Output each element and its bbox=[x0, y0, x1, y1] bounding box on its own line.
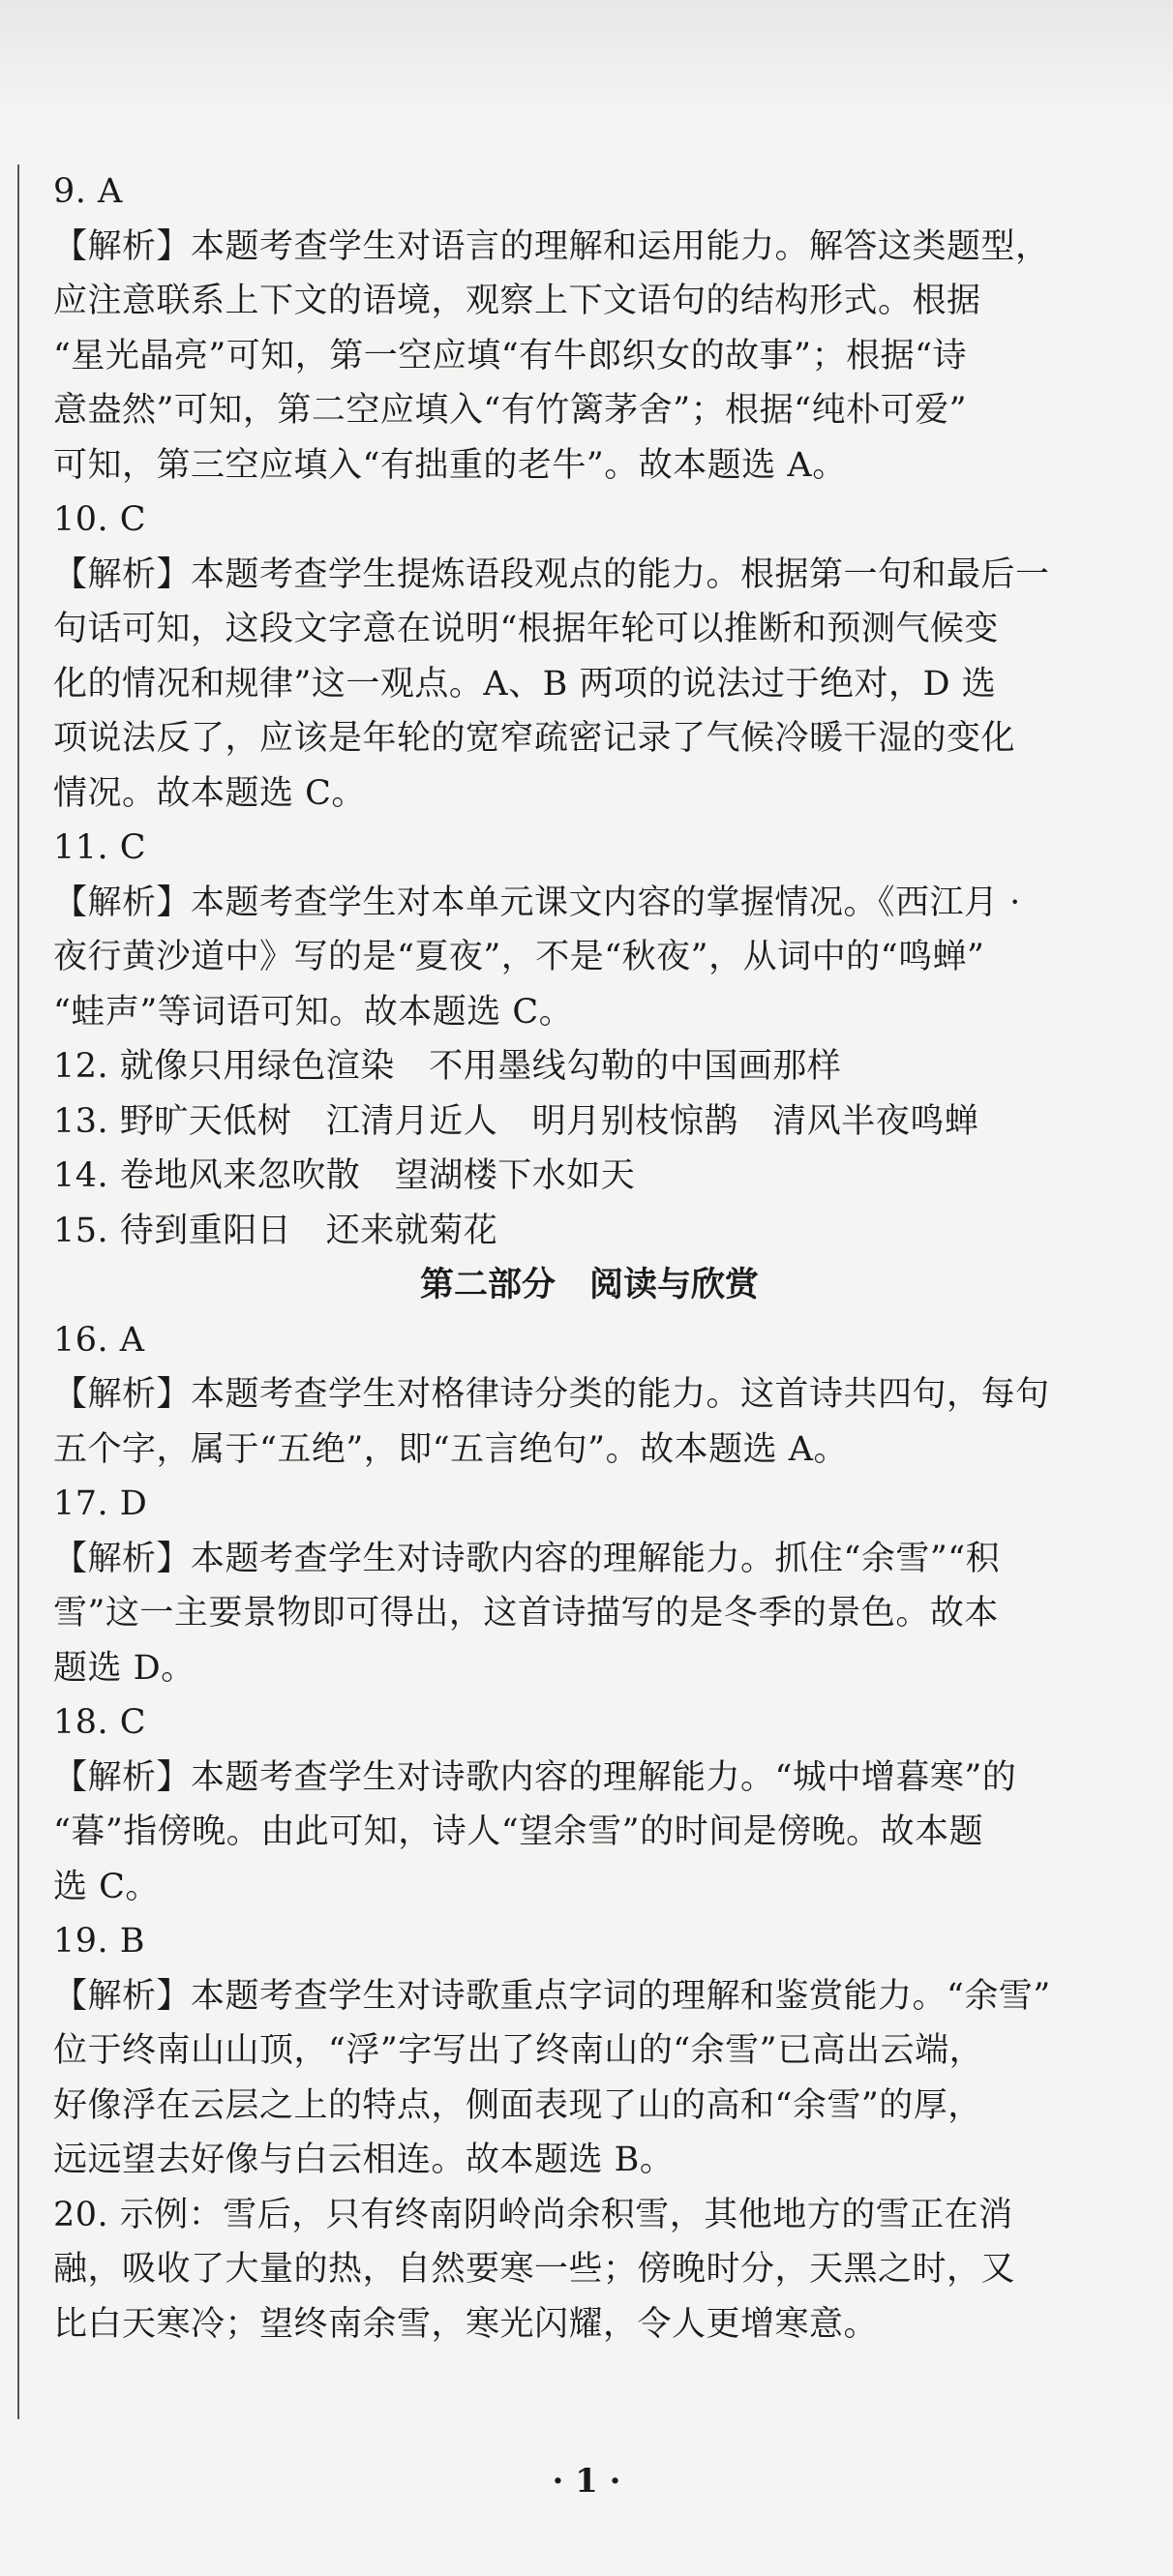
text-line: 11. C bbox=[53, 828, 147, 867]
text-line: 项说法反了，应该是年轮的宽窄疏密记录了气候冷暖干湿的变化 bbox=[53, 719, 1016, 758]
text-line: 【解析】本题考查学生对诗歌内容的理解能力。抓住“余雪”“积 bbox=[53, 1539, 1001, 1578]
text-line: 17. D bbox=[53, 1484, 148, 1523]
text-line: 【解析】本题考查学生对诗歌内容的理解能力。“城中增暮寒”的 bbox=[53, 1757, 1017, 1797]
text-line: 【解析】本题考查学生提炼语段观点的能力。根据第一句和最后一 bbox=[53, 554, 1050, 594]
text-line: 好像浮在云层之上的特点，侧面表现了山的高和“余雪”的厚， bbox=[53, 2085, 982, 2125]
text-line: “暮”指傍晚。由此可知，诗人“望余雪”的时间是傍晚。故本题 bbox=[53, 1812, 984, 1851]
text-line: 情况。故本题选 C。 bbox=[53, 773, 366, 813]
text-line: 题选 D。 bbox=[53, 1648, 196, 1688]
text-line: 9. A bbox=[53, 172, 123, 211]
text-line: “蛙声”等词语可知。故本题选 C。 bbox=[53, 992, 574, 1032]
page-number: · 1 · bbox=[552, 2462, 621, 2501]
text-line: 【解析】本题考查学生对本单元课文内容的掌握情况。《西江月 · bbox=[53, 883, 1021, 922]
text-line: 10. C bbox=[53, 500, 147, 539]
text-line: 雪”这一主要景物即可得出，这首诗描写的是冬季的景色。故本 bbox=[53, 1594, 999, 1632]
text-line: 14. 卷地风来忽吹散 望湖楼下水如天 bbox=[53, 1156, 636, 1195]
text-line: 选 C。 bbox=[53, 1867, 160, 1906]
section-heading: 第二部分 阅读与欣赏 bbox=[419, 1266, 759, 1304]
text-line: 句话可知，这段文字意在说明“根据年轮可以推断和预测气候变 bbox=[53, 610, 999, 648]
text-line: 夜行黄沙道中》写的是“夏夜”，不是“秋夜”，从词中的“鸣蝉” bbox=[53, 938, 985, 976]
text-line: 13. 野旷天低树 江清月近人 明月别枝惊鹊 清风半夜鸣蝉 bbox=[53, 1101, 979, 1141]
text-line: 12. 就像只用绿色渲染 不用墨线勾勒的中国画那样 bbox=[53, 1047, 842, 1086]
left-margin-rule bbox=[17, 165, 19, 2419]
page-top-shade bbox=[0, 0, 1173, 116]
text-line: 【解析】本题考查学生对语言的理解和运用能力。解答这类题型， bbox=[53, 226, 1050, 266]
text-line: 融，吸收了大量的热，自然要寒一些；傍晚时分，天黑之时，又 bbox=[53, 2250, 1016, 2289]
text-line: 应注意联系上下文的语境，观察上下文语句的结构形式。根据 bbox=[53, 282, 981, 320]
text-line: 20. 示例：雪后，只有终南阴岭尚余积雪，其他地方的雪正在消 bbox=[53, 2195, 1013, 2234]
text-line: 比白天寒冷；望终南余雪，寒光闪耀，令人更增寒意。 bbox=[53, 2304, 879, 2344]
text-line: 化的情况和规律”这一观点。A、B 两项的说法过于绝对，D 选 bbox=[53, 664, 997, 704]
text-line: 18. C bbox=[53, 1703, 147, 1742]
text-line: 可知，第三空应填入“有拙重的老牛”。故本题选 A。 bbox=[53, 445, 847, 485]
answer-text-body bbox=[53, 165, 1126, 2351]
text-line: 16. A bbox=[53, 1320, 145, 1360]
text-line: 五个字，属于“五绝”，即“五言绝句”。故本题选 A。 bbox=[53, 1429, 848, 1469]
text-line: 【解析】本题考查学生对格律诗分类的能力。这首诗共四句，每句 bbox=[53, 1375, 1050, 1414]
text-line: 19. B bbox=[53, 1922, 146, 1961]
text-line: 远远望去好像与白云相连。故本题选 B。 bbox=[53, 2141, 675, 2179]
text-line: 15. 待到重阳日 还来就菊花 bbox=[53, 1211, 498, 1250]
text-line: 意盎然”可知，第二空应填入“有竹篱茅舍”；根据“纯朴可爱” bbox=[53, 391, 967, 430]
text-line: 【解析】本题考查学生对诗歌重点字词的理解和鉴赏能力。“余雪” bbox=[53, 1976, 1051, 2016]
text-line: 位于终南山山顶，“浮”字写出了终南山的“余雪”已高出云端， bbox=[53, 2031, 984, 2070]
text-line: “星光晶亮”可知，第一空应填“有牛郎织女的故事”；根据“诗 bbox=[53, 336, 967, 375]
